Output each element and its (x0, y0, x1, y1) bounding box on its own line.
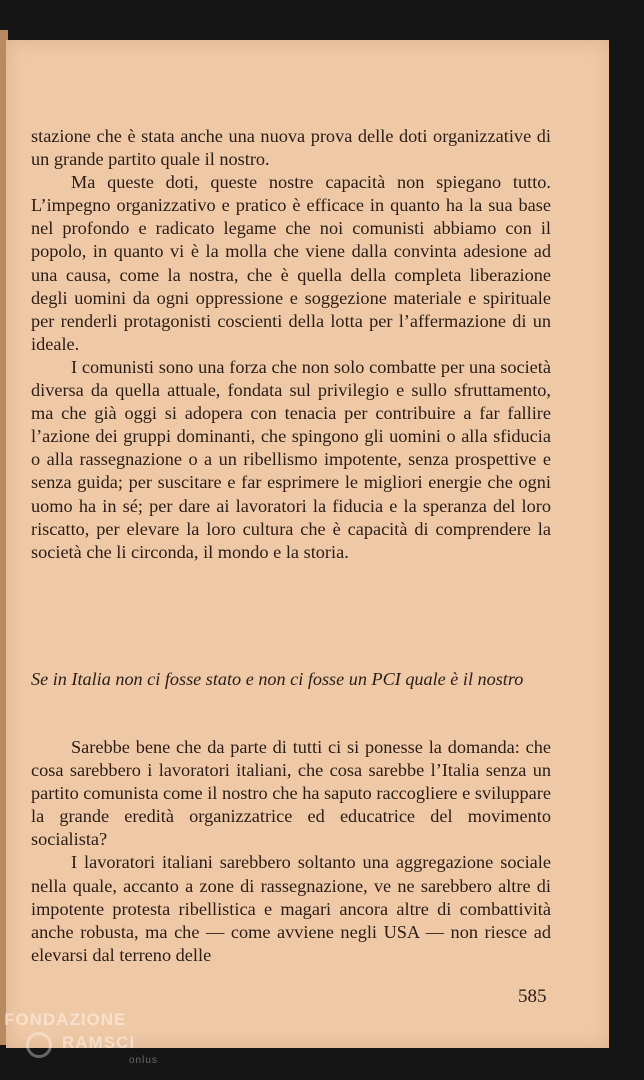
paragraph-3: I comunisti sono una forza che non solo combatte per una società diversa da quella attuale, fondata sul privilegio e sullo sfruttamento, ma che già oggi si adopera con tenacia per contribuire a far fallire l’azione dei gruppi dominanti, che spingono gli uomini o alla sfiducia o alla rassegnazione o a un ribellismo impotente, senza prospettive e senza guida; per suscitare e far esprimere le migliori energie che ogni uomo ha in sé; per dare ai lavoratori la fiducia e la speranza del loro riscatto, per elevare la loro cultura che è capacità di comprendere la società che li circonda, il mondo e la storia. (31, 356, 551, 562)
paragraph-2: Ma queste doti, queste nostre capacità non spiegano tutto. L’impegno organizzativo e pratico è efficace in quanto ha la sua base nel profondo e radicato legame che noi comunisti abbiamo con il popolo, in quanto vi è la molla che viene dalla convinta adesione ad una causa, come la nostra, che è quella della completa liberazione degli uomini da ogni oppressione e soggezione materiale e spirituale per renderli protagonisti coscienti della lotta per l’affermazione di un ideale. (31, 172, 551, 354)
paragraph-5: I lavoratori italiani sarebbero soltanto una aggregazione sociale nella quale, accanto a zone di rassegnazione, ve ne sarebbero altre di impotente protesta ribellistica e magari ancora altre di combattività anche robusta, ma che — come avviene negli USA — non riesce ad elevarsi dal terreno delle (31, 852, 551, 965)
watermark-g-icon (26, 1032, 52, 1058)
watermark-line-2: RAMSCI (62, 1033, 136, 1052)
text-block-bottom (31, 736, 551, 967)
page-number: 585 (518, 986, 547, 1007)
watermark-suffix: onlus (129, 1055, 158, 1066)
book-page (6, 40, 609, 1048)
watermark-logo (4, 1008, 164, 1078)
paragraph-4: Sarebbe bene che da parte di tutti ci si ponesse la domanda: che cosa sarebbero i lavoratori italiani, che cosa sarebbe l’Italia senza un partito comunista come il nostro che ha saputo raccogliere e sviluppare la grande eredità organizzatrice ed educatrice del movimento socialista? (31, 737, 551, 850)
section-heading: Se in Italia non ci fosse stato e non ci fosse un PCI quale è il nostro (31, 669, 524, 689)
paragraph-1: stazione che è stata anche una nuova prova delle doti organizzative di un grande partito quale il nostro. (31, 126, 551, 170)
text-block-top (31, 125, 551, 564)
watermark-line-1: FONDAZIONE (4, 1010, 127, 1029)
